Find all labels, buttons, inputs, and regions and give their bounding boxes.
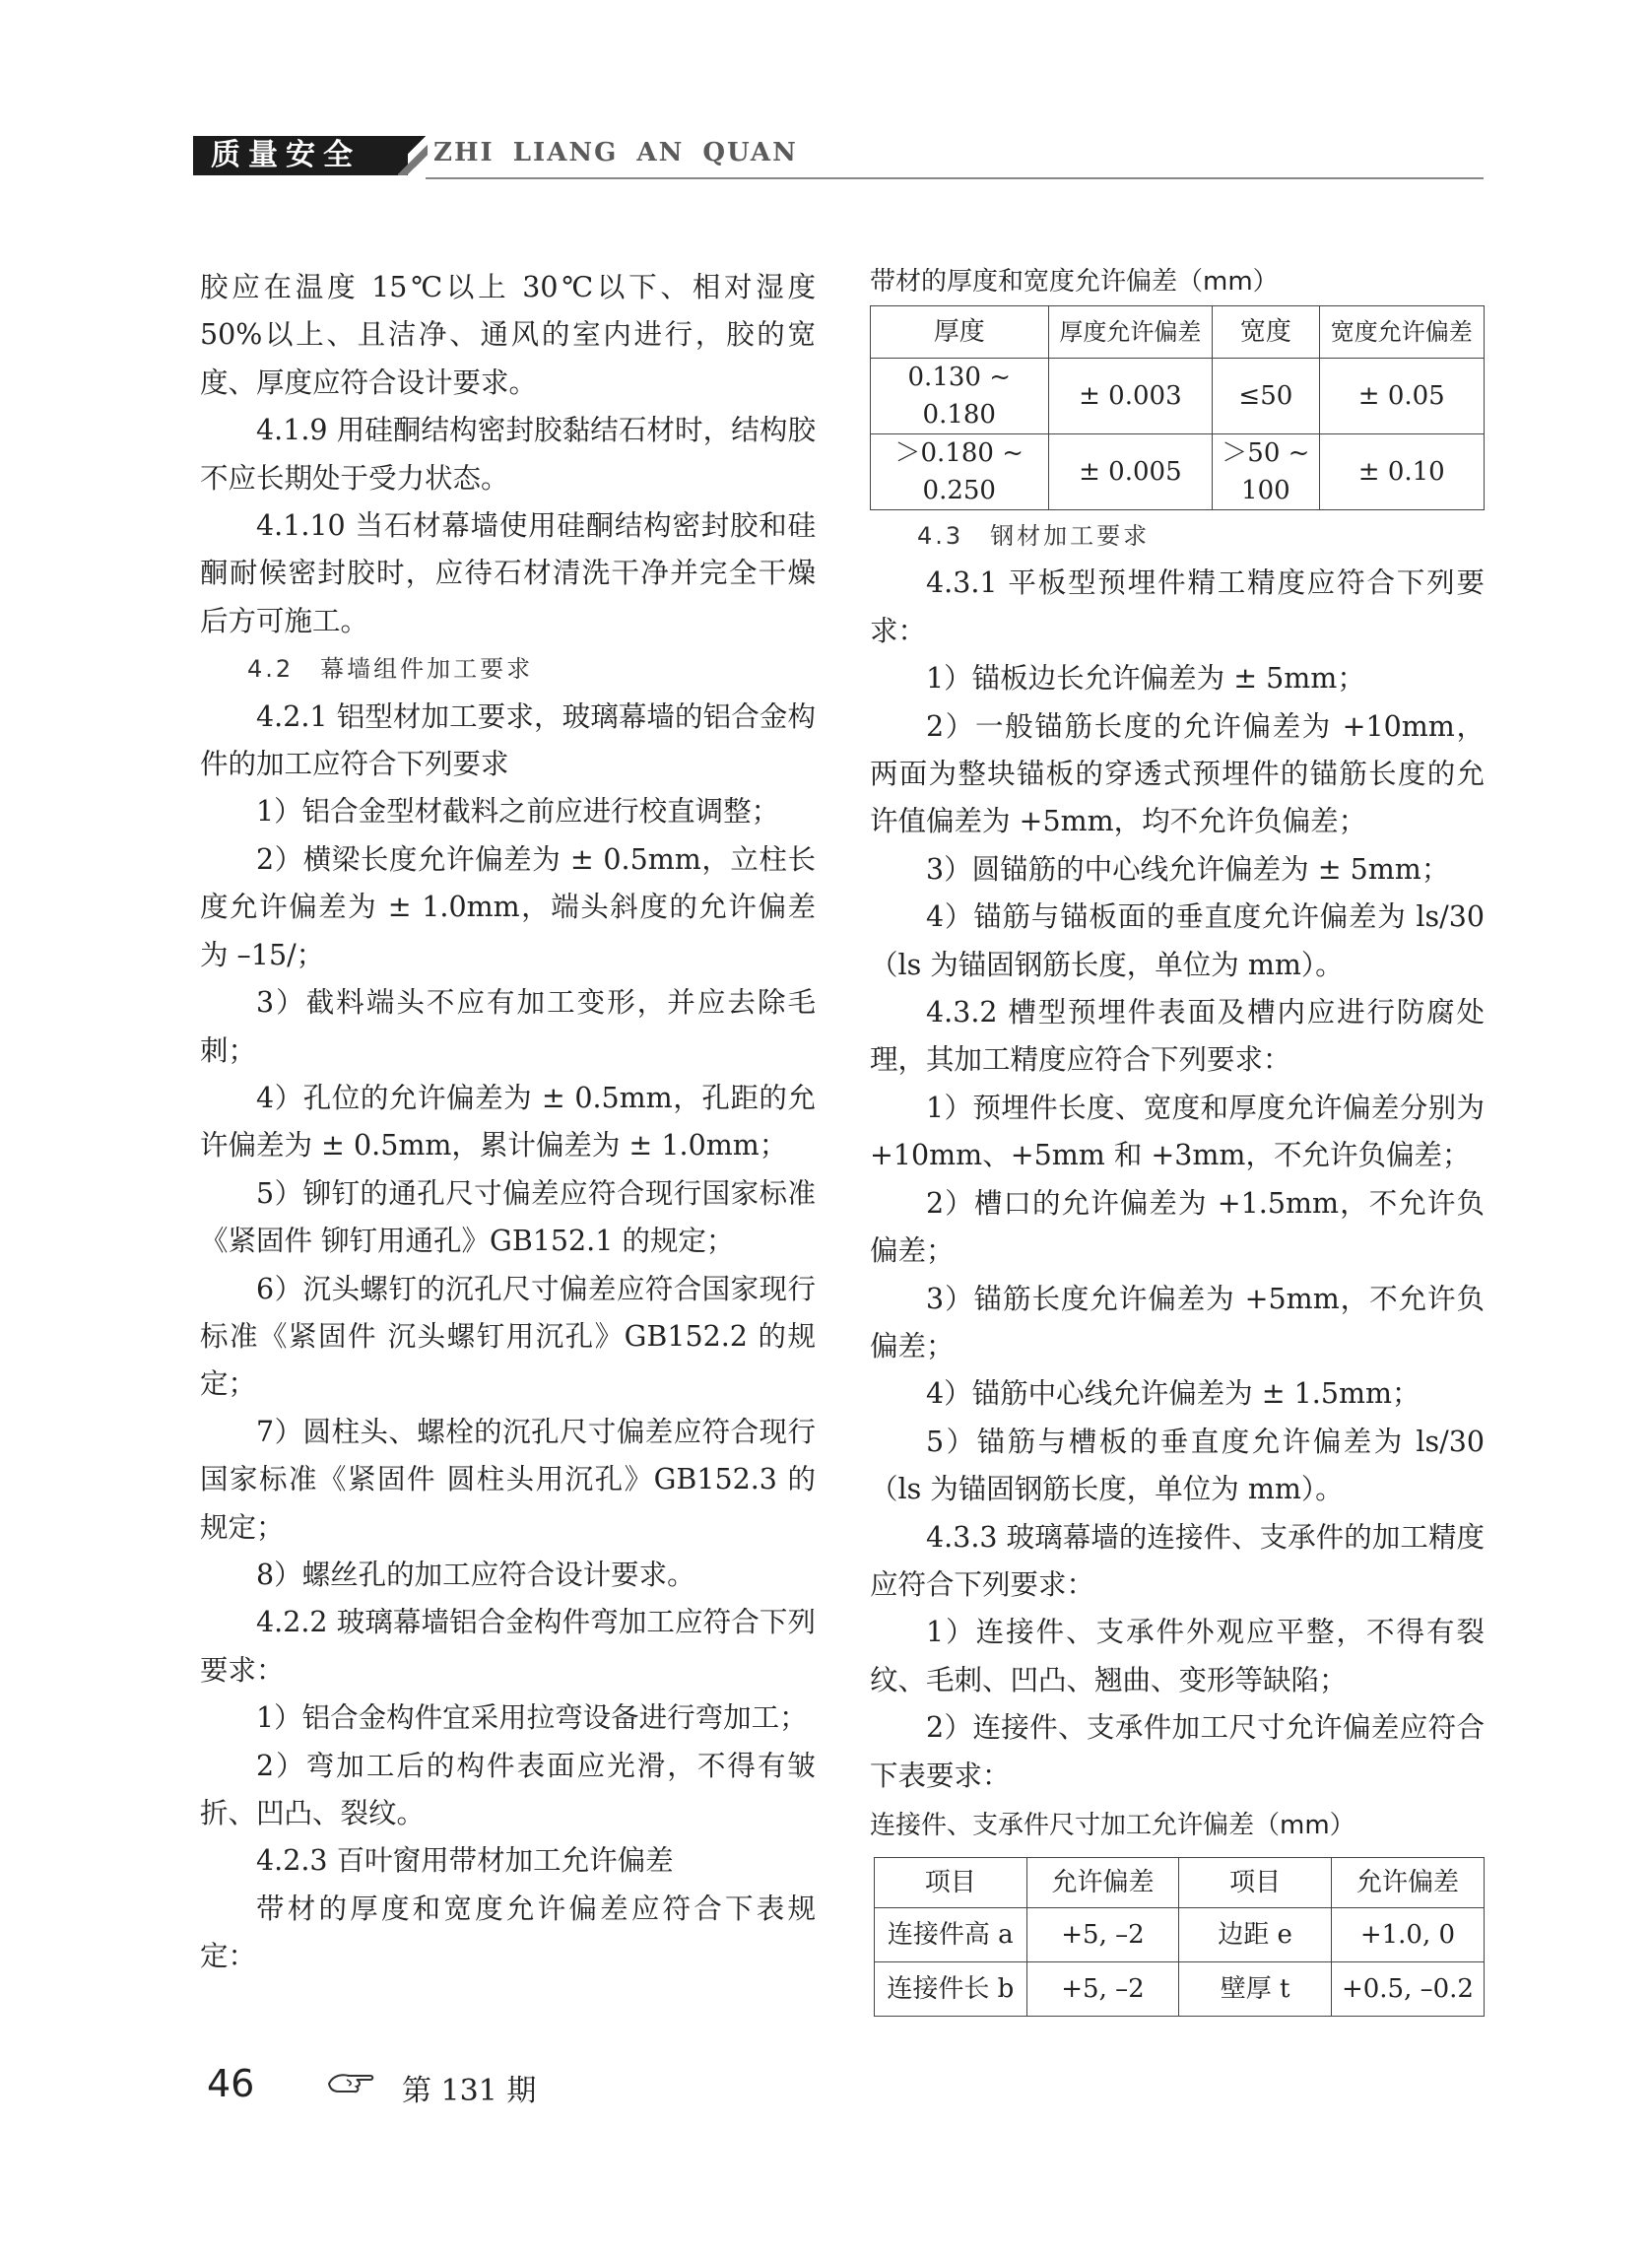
list-item: 3）截料端头不应有加工变形，并应去除毛刺； <box>200 986 816 1067</box>
paragraph: 4.2.3 百叶窗用带材加工允许偏差 <box>256 1844 674 1878</box>
table-title: 连接件、支承件尺寸加工允许偏差（mm） <box>870 1810 1355 1840</box>
table-header-row <box>871 306 1485 359</box>
list-item: 8）螺丝孔的加工应符合设计要求。 <box>256 1558 695 1591</box>
table-row <box>871 359 1485 434</box>
strip-tolerance-table <box>870 305 1485 510</box>
table-cell: 连接件高 a <box>875 1907 1027 1961</box>
table-row <box>875 1961 1485 2016</box>
section-badge: 质量安全 <box>193 136 408 175</box>
table-cell: ≤50 <box>1213 359 1319 434</box>
paragraph: 4.3.3 玻璃幕墙的连接件、支承件的加工精度应符合下列要求： <box>870 1520 1485 1601</box>
list-item: 3）锚筋长度允许偏差为 +5mm，不允许负偏差； <box>870 1282 1485 1362</box>
table-row <box>875 1907 1485 1961</box>
list-item: 1）连接件、支承件外观应平整，不得有裂纹、毛刺、凹凸、翘曲、变形等缺陷； <box>870 1616 1485 1696</box>
table-header-cell: 宽度 <box>1213 306 1319 359</box>
table-row <box>871 434 1485 510</box>
header-rule <box>426 177 1484 179</box>
table-cell: +5, –2 <box>1026 1961 1179 2016</box>
list-item: 6）沉头螺钉的沉孔尺寸偏差应符合国家现行标准《紧固件 沉头螺钉用沉孔》GB152.2 的规定； <box>200 1272 816 1401</box>
list-item: 1）锚板边长允许偏差为 ± 5mm； <box>926 662 1365 696</box>
list-item: 2）连接件、支承件加工尺寸允许偏差应符合下表要求： <box>870 1711 1485 1792</box>
list-item: 5）锚筋与槽板的垂直度允许偏差为 ls/30（ls 为锚固钢筋长度，单位为 mm）。 <box>870 1425 1485 1506</box>
paragraph: 4.1.10 当石材幕墙使用硅酮结构密封胶和硅酮耐候密封胶时，应待石材清洗干净并完全干燥后方可施工。 <box>200 509 816 637</box>
paragraph: 4.3.1 平板型预埋件精工精度应符合下列要求： <box>870 566 1485 647</box>
list-item: 2）槽口的允许偏差为 +1.5mm，不允许负偏差； <box>870 1186 1485 1268</box>
paragraph: 4.1.9 用硅酮结构密封胶黏结石材时，结构胶不应长期处于受力状态。 <box>200 414 816 495</box>
paragraph: 4.3.2 槽型预埋件表面及槽内应进行防腐处理，其加工精度应符合下列要求： <box>870 996 1485 1077</box>
list-item: 2）横梁长度允许偏差为 ± 0.5mm，立柱长度允许偏差为 ± 1.0mm，端头斜度的允许偏差为 –15/； <box>200 842 816 971</box>
table-cell: ± 0.05 <box>1319 359 1485 434</box>
list-item: 5）铆钉的通孔尺寸偏差应符合现行国家标准《紧固件 铆钉用通孔》GB152.1 的规定； <box>200 1176 816 1258</box>
list-item: 4）锚筋与锚板面的垂直度允许偏差为 ls/30（ls 为锚固钢筋长度，单位为 mm）。 <box>870 900 1485 981</box>
table-header-cell: 允许偏差 <box>1026 1857 1179 1907</box>
issue-number: 第 131 期 <box>402 2074 537 2108</box>
list-item: 1）铝合金构件宜采用拉弯设备进行弯加工； <box>256 1701 808 1735</box>
table-header-cell: 允许偏差 <box>1331 1857 1484 1907</box>
list-item: 1）铝合金型材截料之前应进行校直调整； <box>256 795 780 829</box>
section-pinyin: ZHI LIANG AN QUAN <box>433 138 798 167</box>
page-header <box>193 122 1484 181</box>
table-cell: +1.0, 0 <box>1331 1907 1484 1961</box>
table-cell: +0.5, –0.2 <box>1331 1961 1484 2016</box>
paragraph: 胶应在温度 15℃以上 30℃以下、相对湿度 50%以上、且洁净、通风的室内进行，胶的宽度、厚度应符合设计要求。 <box>200 271 816 399</box>
table-cell: 边距 e <box>1179 1907 1332 1961</box>
table-header-cell: 厚度 <box>871 306 1049 359</box>
list-item: 7）圆柱头、螺栓的沉孔尺寸偏差应符合现行国家标准《紧固件 圆柱头用沉孔》GB152.3 的规定； <box>200 1415 816 1544</box>
badge-stripe-decoration <box>398 136 428 175</box>
table-cell: 0.130 ~ 0.180 <box>871 359 1049 434</box>
table-header-row <box>875 1857 1485 1907</box>
table-cell: 壁厚 t <box>1179 1961 1332 2016</box>
list-item: 4）孔位的允许偏差为 ± 0.5mm，孔距的允许偏差为 ± 0.5mm，累计偏差为 ± 1.0mm； <box>200 1081 816 1162</box>
right-column <box>870 264 1485 2017</box>
table-cell: +5, –2 <box>1026 1907 1179 1961</box>
list-item: 2）一般锚筋长度的允许偏差为 +10mm，两面为整块锚板的穿透式预埋件的锚筋长度的允许值偏差为 +5mm，均不允许负偏差； <box>870 709 1485 838</box>
table-cell: ± 0.005 <box>1048 434 1213 510</box>
list-item: 3）圆锚筋的中心线允许偏差为 ± 5mm； <box>926 852 1450 886</box>
table-cell: ＞0.180 ~ 0.250 <box>871 434 1049 510</box>
paragraph: 带材的厚度和宽度允许偏差应符合下表规定： <box>200 1892 816 1973</box>
section-heading: 4.2 幕墙组件加工要求 <box>247 655 534 684</box>
paragraph: 4.2.2 玻璃幕墙铝合金构件弯加工应符合下列要求： <box>200 1606 816 1687</box>
list-item: 4）锚筋中心线允许偏差为 ± 1.5mm； <box>926 1377 1421 1411</box>
section-heading: 4.3 钢材加工要求 <box>917 522 1151 550</box>
table-cell: ± 0.003 <box>1048 359 1213 434</box>
table-header-cell: 项目 <box>875 1857 1027 1907</box>
page-number: 46 <box>207 2062 255 2105</box>
table-header-cell: 项目 <box>1179 1857 1332 1907</box>
paragraph: 4.2.1 铝型材加工要求，玻璃幕墙的铝合金构件的加工应符合下列要求 <box>200 699 816 781</box>
table-cell: ± 0.10 <box>1319 434 1485 510</box>
left-column <box>200 264 816 1981</box>
list-item: 1）预埋件长度、宽度和厚度允许偏差分别为 +10mm、+5mm 和 +3mm，不允许负偏差； <box>870 1091 1485 1172</box>
table-cell: 连接件长 b <box>875 1961 1027 2016</box>
pointing-hand-icon <box>327 2070 374 2095</box>
table-header-cell: 宽度允许偏差 <box>1319 306 1485 359</box>
table-title: 带材的厚度和宽度允许偏差（mm） <box>870 267 1279 297</box>
table-header-cell: 厚度允许偏差 <box>1048 306 1213 359</box>
connector-tolerance-table <box>874 1857 1485 2017</box>
table-cell: ＞50 ~ 100 <box>1213 434 1319 510</box>
list-item: 2）弯加工后的构件表面应光滑，不得有皱折、凹凸、裂纹。 <box>200 1749 816 1829</box>
